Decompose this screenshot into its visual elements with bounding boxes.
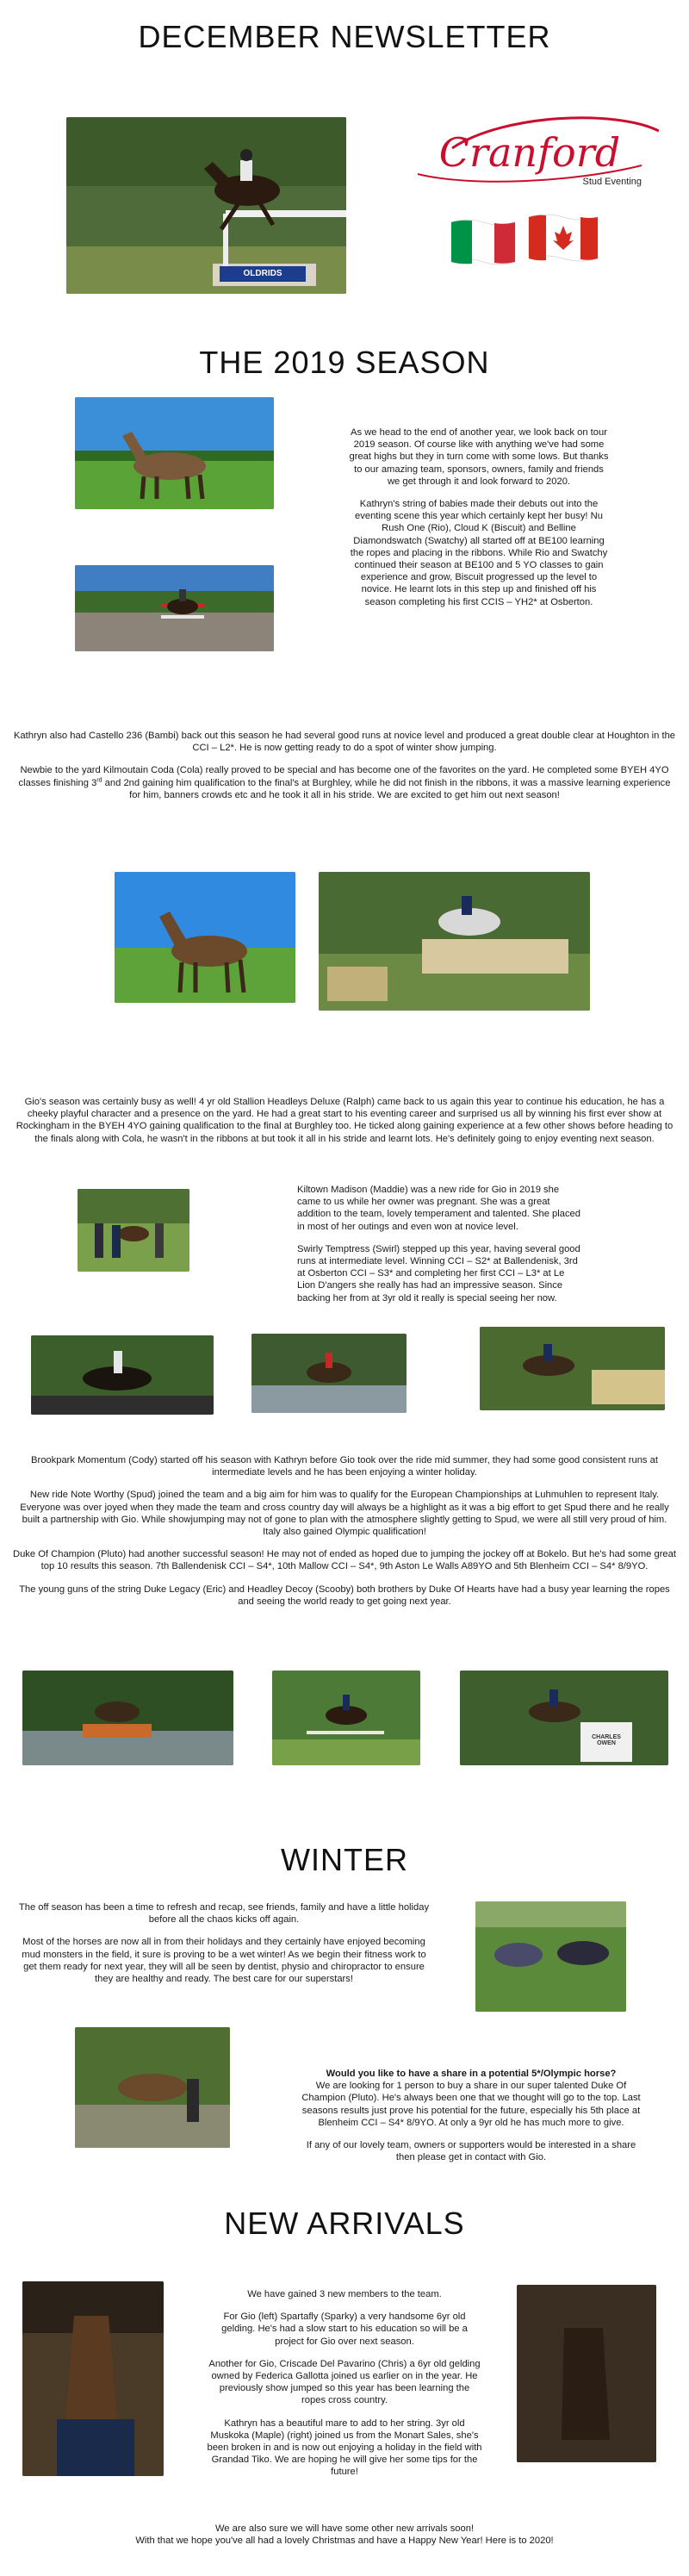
closing-line-2: With that we hope you've all had a lovely Christmas and have a Happy New Year! Here is to 2020! [135, 2536, 554, 2547]
season-para-10: Duke Of Champion (Pluto) had another successful season! He may not of ended as hoped due to jumping the jockey off at Bokelo. But he's had some great top 10 results this season. 7th Ballendenisk CCI – S4*, 10th Mallow CCI – S4*, 9th Aston Le Walls A89YO and 5th Blenheim CCI – S4* 8/9YO. [13, 1549, 676, 1572]
italy-flag-icon [450, 217, 517, 267]
arena-jump-photo [75, 565, 274, 651]
arrivals-heading: NEW ARRIVALS [224, 2206, 465, 2241]
sparky-photo [22, 2281, 164, 2476]
share-section [299, 2068, 643, 2174]
header-jump-photo [66, 117, 346, 294]
arrivals-para-3: Another for Gio, Criscade Del Pavarino (Chris) a 6yr old gelding owned by Federica Gallotta joined us earlier on in the year. He previously show jumped so this year has been learning the ropes cross country. [208, 2358, 481, 2406]
showjump-photo [272, 1671, 420, 1765]
season-para-2: Kathryn's string of babies made their debuts out into the eventing scene this year which certainly kept her busy! Nu Rush One (Rio), Cloud K (Biscuit) and Belline Diamondswatch (Swatchy) all started off at BE100 learning the ropes and placing in the ribbons. While Rio and Swatchy continued their season at BE100 and 5 YO classes to gain experience and grow, Biscuit progressed up the level to novice. He learnt lots in this step up and finished off his season completing his first CCIS – YH2* at Osberton. [350, 499, 608, 607]
season-heading: THE 2019 SEASON [199, 345, 490, 380]
sponsor-banner: CHARLES OWEN [592, 1734, 621, 1746]
season-para-11: The young guns of the string Duke Legacy (Eric) and Headley Decoy (Scooby) both brothers by Duke Of Hearts have had a busy year learning the ropes and seeing the world ready to get going next year. [19, 1584, 670, 1607]
closing-line-1: We are also sure we will have some other new arrivals soon! [214, 2523, 475, 2534]
newsletter-title: DECEMBER NEWSLETTER [138, 19, 551, 54]
maple-photo [517, 2285, 656, 2462]
winter-body [14, 1901, 434, 1995]
arrivals-body [207, 2288, 482, 2489]
brush-fence-photo [460, 1671, 668, 1765]
arrivals-para-1: We have gained 3 new members to the team. [247, 2289, 442, 2299]
arrivals-para-4: Kathryn has a beautiful mare to add to her string. 3yr old Muskoka (Maple) (right) joined us from the Monart Sales, she's been broken in and is now out enjoying a holiday in the field with Grandad Tiko. We are hoping he will give her some tips for the future! [207, 2417, 482, 2478]
share-para: We are looking for 1 person to buy a share in our super talented Duke Of Champion (Pluto). He's always been one that we thought will go to the top. Last seasons results just prove his potential for the future, especially his 5th place at Blenheim CCI – S4* 8/9YO. At only a 9yr old he has much more to give. [301, 2081, 641, 2128]
pluto-lead-photo [75, 2027, 230, 2148]
season-body-4 [12, 1454, 677, 1618]
season-para-3: Kathryn also had Castello 236 (Bambi) back out this season he had several good runs at novice level and produced a great double clear at Houghton in the CCI – L2*. He is now getting ready to do a spot of winter show jumping. [13, 731, 676, 754]
logo-subtext: Stud Eventing [582, 177, 642, 187]
xc-fence-photo [319, 872, 590, 1011]
share-para-2: If any of our lovely team, owners or supporters would be interested in a share then please get in contact with Gio. [306, 2140, 636, 2163]
closing [12, 2523, 677, 2547]
season-body-2 [12, 1096, 677, 1155]
group-photo [78, 1189, 189, 1272]
log-fence-photo [480, 1327, 665, 1410]
water-jump-photo [251, 1334, 407, 1413]
winter-heading: WINTER [281, 1842, 408, 1877]
bay-horse-photo [75, 397, 274, 509]
season-body-1 [12, 730, 677, 812]
season-para-9: New ride Note Worthy (Spud) joined the team and a big aim for him was to qualify for the European Championships at Luhmuhlen to represent Italy. Everyone was over joyed when they made the team and cross country day will always be a highlight as it was a big effort to get Spud there and he really built a partnership with Gio. While showjumping may not of gone to plan with the atmosphere slightly getting to Spud, we were all still very proud of him. Italy also gained Olympic qualification! [20, 1490, 669, 1538]
season-para-6: Kiltown Madison (Maddie) was a new ride for Gio in 2019 she came to us while her owner was pregnant. She was a great addition to the team, lovely temperament and talented. She placed in most of her outings and even won at novice level. [297, 1185, 580, 1232]
arrivals-para-2: For Gio (left) Spartafly (Sparky) a very handsome 6yr old gelding. He's had a slow start to his education so will be a project for Gio over next season. [221, 2312, 468, 2347]
season-intro [348, 426, 610, 619]
season-para-1: As we head to the end of another year, we look back on tour 2019 season. Of course like with anything we've had some great highs but they in turn come with some lows. But thanks to our amazing team, sponsors, owners, family and friends we get through it and look forward to 2020. [349, 427, 609, 487]
rugged-horses-photo [475, 1901, 626, 2012]
stallion-photo [115, 872, 295, 1003]
water-complex-photo [22, 1671, 233, 1765]
logo-wordmark: Cranford [438, 129, 621, 176]
season-para-7: Swirly Temptress (Swirl) stepped up this year, having several good runs at intermediate level. Winning CCI – S2* at Ballendenisk, 3rd at Osberton CCI – S3* and completing her first CCI – L3* at Le Lion D'angers she really has had an impressive season. Since backing her from at 3yr old it really is special seeing her now. [297, 1243, 580, 1304]
cranford-logo [400, 114, 659, 191]
canada-flag-icon [527, 212, 599, 264]
winter-para-2: Most of the horses are now all in from their holidays and they certainly have enjoyed becoming mud monsters in the field, it sure is proving to be a wet winter! As we begin their fitness work to get them ready for next year, they will all be seen by dentist, physio and chiropractor to ensure they are healthy and ready. The best care for our superstars! [22, 1937, 426, 1985]
season-body-3 [297, 1184, 581, 1315]
dressage-photo [31, 1335, 214, 1415]
season-para-8: Brookpark Momentum (Cody) started off his season with Kathryn before Gio took over the ride mid summer, they had some good consistent runs at intermediate levels and he has been enjoying a winter holiday. [31, 1455, 658, 1478]
season-para-4: Newbie to the yard Kilmoutain Coda (Cola) really proved to be special and has become one of the favorites on the yard. He completed some BYEH 4YO classes finishing 3rd and 2nd gaining him qualification to the final's at Burghley, while he did not finish in the ribbons, it was a massive learning experience for him, banners crowds etc and he took it all in his stride. We are excited to get him out next season! [18, 765, 671, 800]
winter-para-1: The off season has been a time to refresh and recap, see friends, family and have a little holiday before all the chaos kicks off again. [18, 1902, 430, 1926]
fence-sign: OLDRIDS [220, 266, 306, 282]
season-para-5: Gio's season was certainly busy as well! 4 yr old Stallion Headleys Deluxe (Ralph) came back to us again this year to continue his education, he has a cheeky playful character and a presence on the yard. He had a great start to his eventing career and surprised us all by winning his first ever show at Rockingham in the BYEH 4YO gaining qualification to the final at Burghley too. He ticked along gaining experience at a few other shows before heading to the finals along with Cola, he wasn't in the ribbons at but took it all in his stride and learnt lots. He's definitely going to enjoy eventing next season. [16, 1097, 673, 1144]
share-heading: Would you like to have a share in a potential 5*/Olympic horse? [326, 2069, 617, 2079]
